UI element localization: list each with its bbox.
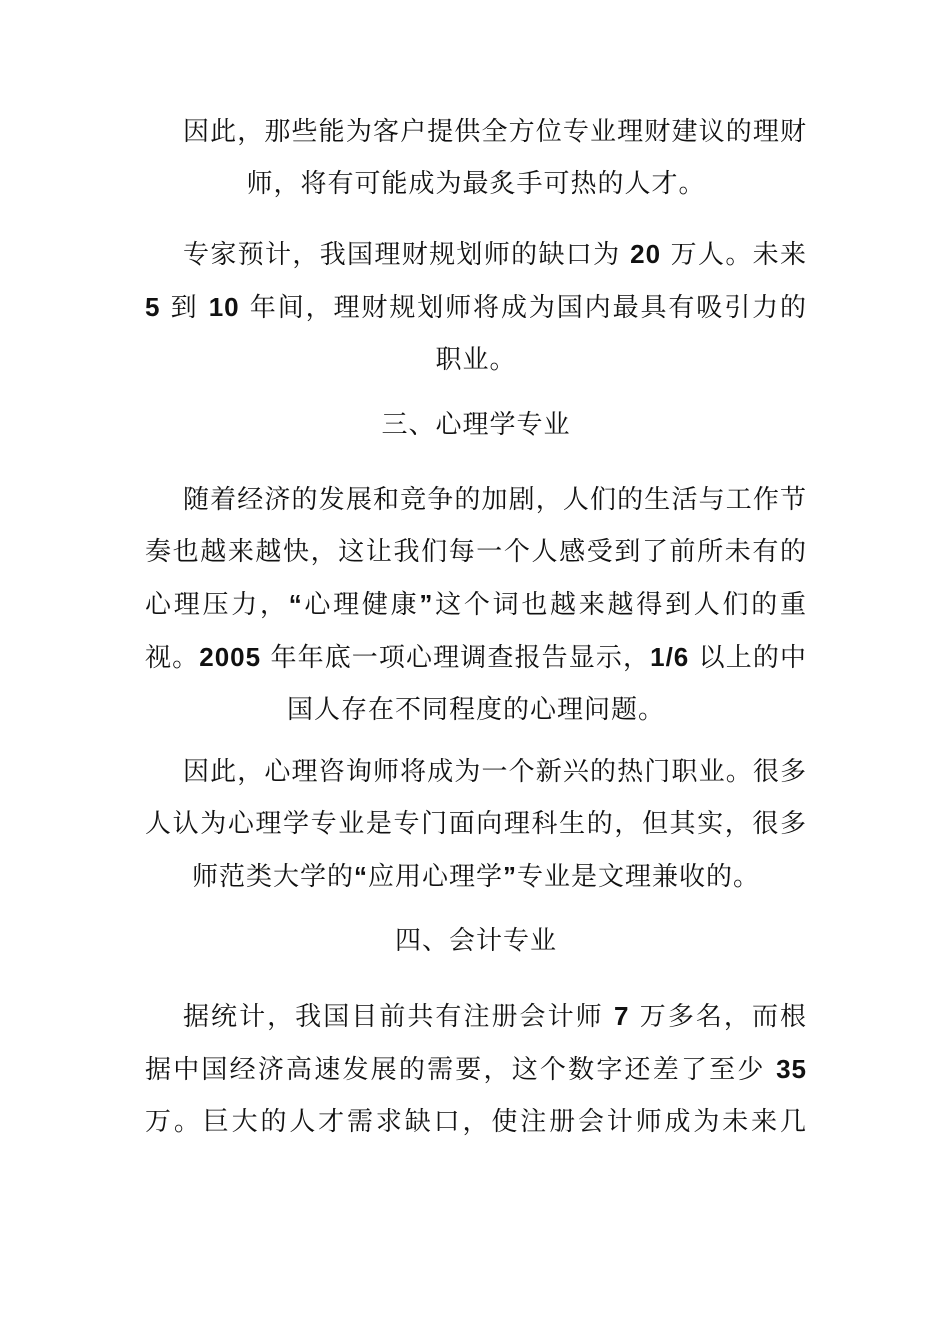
number-years-to: 10	[208, 292, 240, 322]
paragraph-planner-shortage	[145, 228, 807, 386]
text-segment: 到	[160, 293, 209, 323]
text-segment: 专家预计，我国理财规划师的缺口为	[183, 240, 631, 270]
close-quote: ”	[503, 861, 517, 891]
text-segment: 万人。未来	[661, 240, 808, 270]
number-accountants: 7	[614, 1001, 630, 1031]
open-quote: “	[288, 589, 303, 619]
close-quote: ”	[419, 589, 434, 619]
text-segment: 专业是文理兼收的。	[517, 862, 761, 892]
quoted-term: 应用心理学	[367, 862, 503, 892]
number-gap: 35	[776, 1054, 807, 1084]
text-segment: 以上的中国人存在不同程度的心理问题。	[286, 643, 807, 725]
text-segment: 因此，心理咨询师将成为一个新兴的热门职业。很多人认为心理学专业是专门面向理科生的，但其实，很多师范类大学的	[145, 757, 807, 892]
paragraph-counselor-career	[145, 746, 807, 903]
section-heading-accounting: 四、会计专业	[394, 926, 557, 956]
text-segment: 年年底一项心理调查报告显示，	[261, 643, 651, 673]
text-segment: 这个词也越来越得到人们的重视。	[145, 590, 807, 673]
paragraph-psychological-pressure	[145, 474, 807, 736]
number-shortage: 20	[630, 239, 662, 269]
text-segment: 万。巨大的人才需求缺口，使注册会计师成为未来几	[145, 1107, 807, 1137]
paragraph-financial-planner-demand	[145, 106, 807, 210]
text-segment: 万多名，而根据中国经济高速发展的需要，这个数字还差了至少	[145, 1002, 808, 1085]
text-segment: 据统计，我国目前共有注册会计师	[183, 1002, 614, 1032]
section-heading-psychology: 三、心理学专业	[381, 410, 571, 440]
paragraph-text: 因此，那些能为客户提供全方位专业理财建议的理财师，将有可能成为最炙手可热的人才。	[183, 117, 807, 199]
number-years-from: 5	[145, 292, 161, 322]
text-segment: 年间，理财规划师将成为国内最具有吸引力的职业。	[239, 293, 808, 375]
number-year: 2005	[199, 642, 262, 672]
open-quote: “	[353, 861, 368, 891]
paragraph-accountant-shortage	[145, 990, 807, 1148]
quoted-term: 心理健康	[302, 590, 420, 620]
number-fraction: 1/6	[650, 642, 690, 672]
text-segment: 随着经济的发展和竞争的加剧，人们的生活与工作节奏也越来越快，这让我们每一个人感受到了前所未有的心理压力，	[145, 485, 807, 620]
